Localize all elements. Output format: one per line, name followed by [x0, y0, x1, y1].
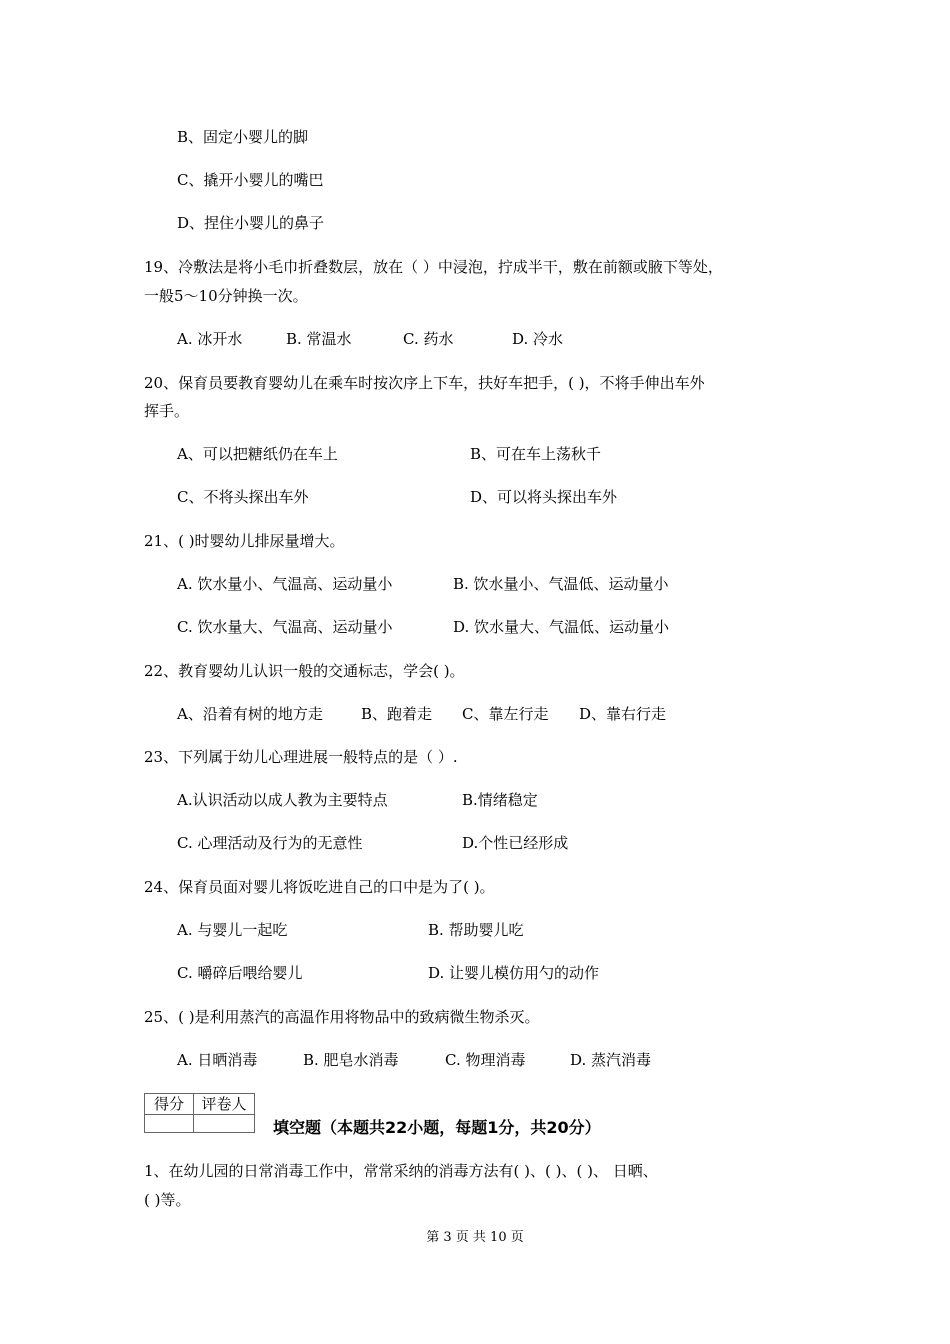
q23-option-b: B.情绪稳定	[462, 791, 538, 809]
q21-stem: 21、( )时婴幼儿排尿量增大。	[144, 532, 345, 550]
score-table-header-score: 得分	[145, 1094, 194, 1115]
q22-option-b: B、跑着走	[361, 705, 433, 723]
q20-option-a: A、可以把糖纸仍在车上	[177, 445, 338, 463]
q19-option-b: B. 常温水	[286, 330, 352, 348]
score-table	[144, 1093, 255, 1133]
q19-option-c: C. 药水	[403, 330, 454, 348]
q19-option-d: D. 冷水	[512, 330, 564, 348]
q25-option-c: C. 物理消毒	[445, 1051, 526, 1069]
q20-stem-line2: 挥手。	[144, 402, 190, 420]
q25-option-d: D. 蒸汽消毒	[570, 1051, 652, 1069]
q18-option-c: C、撬开小婴儿的嘴巴	[177, 171, 324, 189]
q25-stem: 25、( )是利用蒸汽的高温作用将物品中的致病微生物杀灭。	[144, 1008, 540, 1026]
q20-stem-line1: 20、保育员要教育婴幼儿在乘车时按次序上下车，扶好车把手，( )，不将手伸出车外	[144, 374, 705, 392]
q25-option-b: B. 肥皂水消毒	[303, 1051, 399, 1069]
page-footer: 第 3 页 共 10 页	[426, 1230, 524, 1245]
section-heading: 填空题（本题共22小题，每题1分，共20分）	[273, 1118, 601, 1137]
score-table-header-grader: 评卷人	[194, 1094, 255, 1115]
q22-stem: 22、教育婴幼儿认识一般的交通标志，学会( )。	[144, 662, 465, 680]
q22-option-a: A、沿着有树的地方走	[177, 705, 323, 723]
q24-option-b: B. 帮助婴儿吃	[428, 921, 524, 939]
score-table-grader-cell	[194, 1115, 255, 1133]
q19-option-a: A. 冰开水	[177, 330, 243, 348]
q24-stem: 24、保育员面对婴儿将饭吃进自己的口中是为了( )。	[144, 878, 495, 896]
q18-option-d: D、捏住小婴儿的鼻子	[177, 214, 325, 232]
q21-option-d: D. 饮水量大、气温低、运动量小	[453, 618, 670, 636]
q18-option-b: B、固定小婴儿的脚	[177, 128, 309, 146]
q22-option-d: D、靠右行走	[579, 705, 667, 723]
q23-stem: 23、下列属于幼儿心理进展一般特点的是（ ）.	[144, 748, 458, 766]
fill1-stem-line2: ( )等。	[144, 1191, 191, 1209]
q20-option-c: C、不将头探出车外	[177, 488, 309, 506]
q24-option-c: C. 嚼碎后喂给婴儿	[177, 964, 303, 982]
q24-option-a: A. 与婴儿一起吃	[177, 921, 288, 939]
q23-option-d: D.个性已经形成	[462, 834, 569, 852]
fill1-stem-line1: 1、在幼儿园的日常消毒工作中，常常采纳的消毒方法有( )、( )、( )、 日晒、	[144, 1162, 658, 1180]
q24-option-d: D. 让婴儿模仿用勺的动作	[428, 964, 600, 982]
q23-option-a: A.认识活动以成人教为主要特点	[177, 791, 388, 809]
q22-option-c: C、靠左行走	[462, 705, 549, 723]
q21-option-b: B. 饮水量小、气温低、运动量小	[453, 575, 669, 593]
q23-option-c: C. 心理活动及行为的无意性	[177, 834, 363, 852]
q21-option-c: C. 饮水量大、气温高、运动量小	[177, 618, 393, 636]
q21-option-a: A. 饮水量小、气温高、运动量小	[177, 575, 393, 593]
score-table-score-cell	[145, 1115, 194, 1133]
q19-stem-line2: 一般5～10分钟换一次。	[144, 287, 308, 305]
q20-option-d: D、可以将头探出车外	[470, 488, 618, 506]
q19-stem-line1: 19、冷敷法是将小毛巾折叠数层，放在（ ）中浸泡，拧成半干，敷在前额或腋下等处，	[144, 258, 723, 276]
q25-option-a: A. 日晒消毒	[177, 1051, 258, 1069]
q20-option-b: B、可在车上荡秋千	[470, 445, 602, 463]
